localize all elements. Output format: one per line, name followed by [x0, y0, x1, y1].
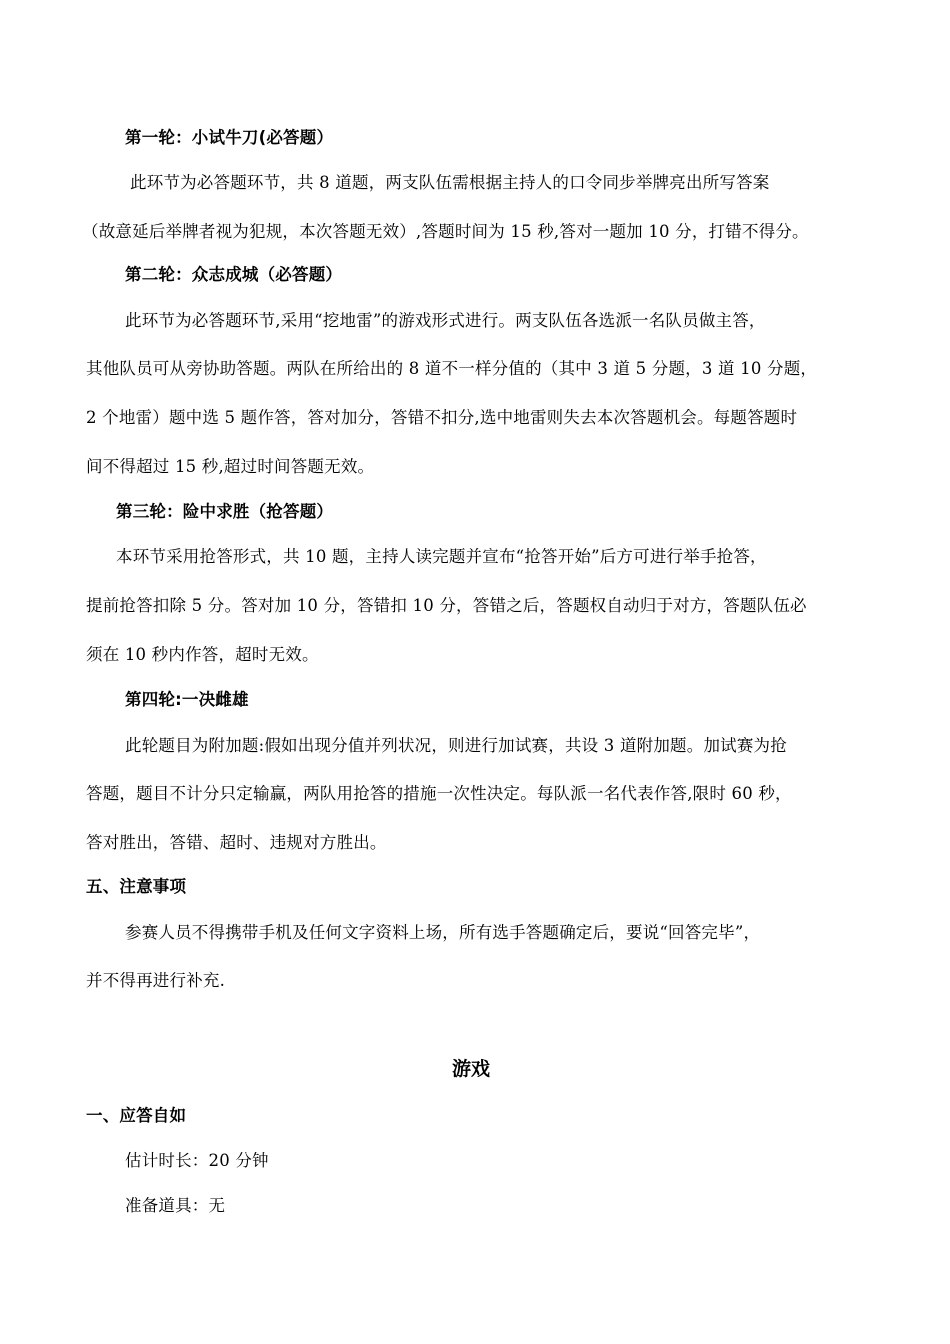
round1-line-2: （故意延后举牌者视为犯规，本次答题无效）,答题时间为 15 秒,答对一题加 10 分，打错不得分。 [82, 222, 809, 241]
round4-line-2: 答题，题目不计分只定输赢，两队用抢答的措施一次性决定。每队派一名代表作答,限时 60 秒， [86, 784, 792, 803]
games-props: 准备道具：无 [125, 1196, 226, 1215]
notes-heading: 五、注意事项 [86, 877, 187, 896]
round2-line-3: 2 个地雷）题中选 5 题作答，答对加分，答错不扣分,选中地雷则失去本次答题机会。每题答题时 [86, 408, 798, 427]
games-section1-heading: 一、应答自如 [86, 1106, 187, 1125]
games-duration: 估计时长：20 分钟 [125, 1151, 269, 1170]
notes-line-2: 并不得再进行补充. [86, 971, 226, 990]
round2-line-2: 其他队员可从旁协助答题。两队在所给出的 8 道不一样分值的（其中 3 道 5 分题，3 道 10 分题， [86, 359, 818, 378]
round4-heading: 第四轮:一决雌雄 [125, 690, 249, 709]
round3-line-3: 须在 10 秒内作答，超时无效。 [86, 645, 319, 664]
round4-line-3: 答对胜出，答错、超时、违规对方胜出。 [86, 833, 387, 852]
round1-line-1: 此环节为必答题环节，共 8 道题，两支队伍需根据主持人的口令同步举牌亮出所写答案 [130, 173, 770, 192]
round2-line-1: 此环节为必答题环节,采用“挖地雷”的游戏形式进行。两支队伍各选派一名队员做主答， [125, 311, 766, 330]
round1-heading: 第一轮：小试牛刀(必答题） [125, 128, 334, 147]
notes-line-1: 参赛人员不得携带手机及任何文字资料上场，所有选手答题确定后，要说“回答完毕”， [125, 923, 761, 942]
games-title: 游戏 [452, 1058, 491, 1080]
round3-line-2: 提前抢答扣除 5 分。答对加 10 分，答错扣 10 分，答错之后，答题权自动归于对方，答题队伍必 [86, 596, 807, 615]
round4-line-1: 此轮题目为附加题:假如出现分值并列状况，则进行加试赛，共设 3 道附加题。加试赛为抢 [125, 736, 787, 755]
round3-line-1: 本环节采用抢答形式，共 10 题，主持人读完题并宣布“抢答开始”后方可进行举手抢答， [116, 547, 767, 566]
round2-line-4: 间不得超过 15 秒,超过时间答题无效。 [86, 457, 375, 476]
round2-heading: 第二轮：众志成城（必答题） [125, 265, 343, 284]
round3-heading: 第三轮：险中求胜（抢答题） [116, 502, 334, 521]
